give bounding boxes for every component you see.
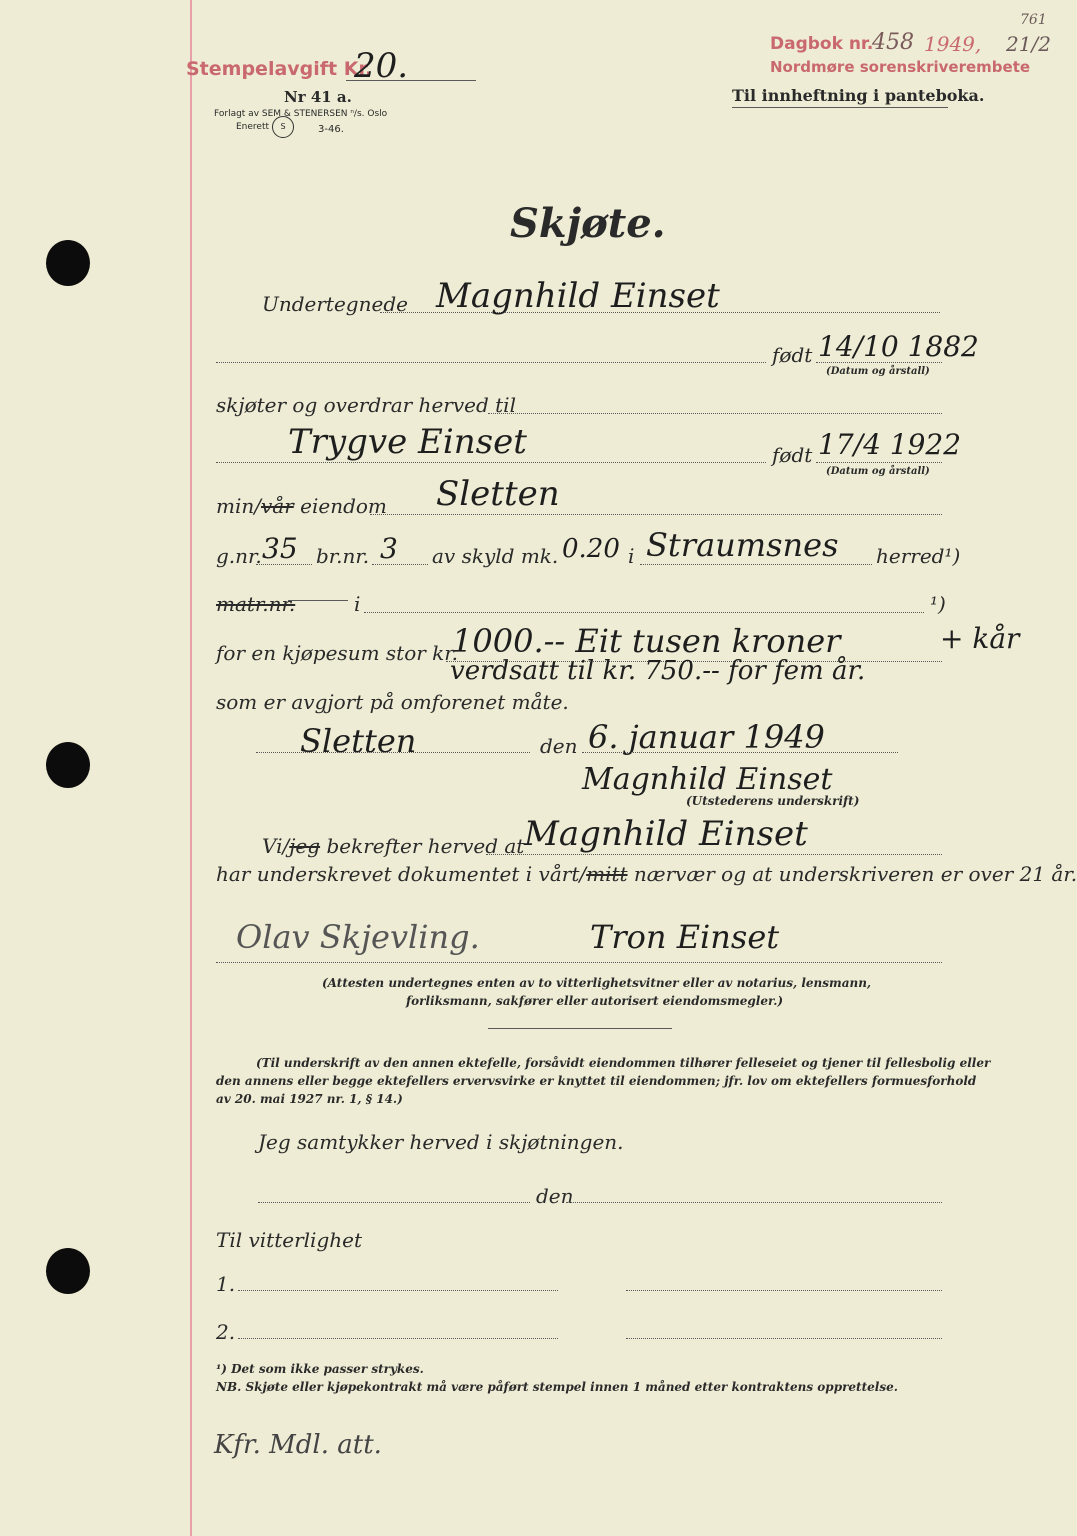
grantee-fodt-label: født: [772, 443, 813, 467]
witness-2-line-b: [626, 1338, 942, 1339]
publisher-enerett: Enerett: [236, 122, 270, 132]
samtykke-label: Jeg samtykker herved i skjøtningen.: [258, 1130, 624, 1154]
attest-note-1: (Attesten undertegnes enten av to vitterlighetsvitner eller av notarius, lensmann,: [322, 976, 872, 990]
punch-hole-bottom: [46, 1248, 90, 1294]
form-number: Nr 41 a.: [284, 88, 352, 106]
skyld-label: av skyld mk.: [432, 544, 559, 568]
samtykke-den-label: den: [536, 1184, 574, 1208]
brnr-value: 3: [380, 532, 398, 565]
place-line: [256, 752, 530, 753]
signing-place: Sletten: [300, 722, 417, 760]
witness-line: [216, 962, 942, 963]
brnr-label: br.nr.: [316, 544, 370, 568]
witness-2-line-a: [238, 1338, 558, 1339]
dagbok-year: 1949,: [924, 32, 982, 56]
spouse-note-2: den annens eller begge ektefellers ervervsvirke er knyttet til eiendommen; jfr. lov om ektefellers formuesforhold: [216, 1074, 977, 1088]
spouse-note-3: av 20. mai 1927 nr. 1, § 14.): [216, 1092, 403, 1106]
samtykke-date-line: [566, 1202, 942, 1203]
signing-date: 6. januar 1949: [588, 718, 825, 756]
witness-number-1: 1.: [216, 1272, 236, 1296]
stamp-duty-amount: 20.: [354, 46, 409, 86]
property-name: Sletten: [436, 474, 560, 514]
witness-1-line-b: [626, 1290, 942, 1291]
kjopesum-addition: + kår: [940, 622, 1020, 655]
grantee-birthdate-line: [816, 462, 942, 463]
footnote-1: ¹) Det som ikke passer strykes.: [216, 1362, 424, 1376]
publisher-line: Forlagt av SEM & STENERSEN ⁿ/s. Oslo: [214, 109, 388, 119]
witness-number-2: 2.: [216, 1320, 236, 1344]
grantor-name: Magnhild Einset: [436, 276, 720, 316]
gnr-line: [256, 564, 312, 565]
property-owner-label: min/vår eiendom: [216, 494, 387, 518]
samtykke-place-line: [258, 1202, 530, 1203]
gnr-value: 35: [262, 532, 298, 565]
grantor-signature: Magnhild Einset: [582, 762, 833, 797]
grantee-birthdate: 17/4 1922: [818, 428, 962, 461]
filing-note-underline: [732, 107, 948, 108]
i-label: i: [628, 544, 635, 568]
bottom-handwritten-note: Kfr. Mdl. att.: [214, 1430, 382, 1460]
dagbok-label: Dagbok nr.: [770, 34, 874, 54]
matrnr-i-label: i: [354, 592, 361, 616]
datum-note-2: (Datum og årstall): [826, 466, 930, 477]
underskrevet-text: har underskrevet dokumentet i vårt/mitt nærvær og at underskriveren er over 21 år.: [216, 862, 1077, 886]
stamp-amount-line: [346, 80, 476, 81]
herred-value: Straumsnes: [646, 526, 839, 564]
kjopesum-detail: verdsatt til kr. 750.-- for fem år.: [450, 656, 866, 686]
publisher-logo-icon: S: [272, 116, 294, 138]
witness-one-signature: Olav Skjevling.: [236, 918, 480, 956]
punch-hole-top: [46, 240, 90, 286]
herred-label: herred¹): [876, 544, 961, 568]
grantor-extra-line: [216, 362, 766, 363]
kjopesum-value: 1000.-- Eit tusen kroner: [452, 622, 841, 660]
undertegnede-label: Undertegnede: [262, 292, 408, 316]
transfer-label: skjøter og overdrar herved til: [216, 393, 516, 417]
grantee-name: Trygve Einset: [288, 422, 527, 462]
vitterlighet-label: Til vitterlighet: [216, 1228, 363, 1252]
attest-note-2: forliksmann, sakfører eller autorisert eiendomsmegler.): [406, 994, 784, 1008]
stamp-duty-label: Stempelavgift Kr.: [186, 58, 373, 80]
herred-line: [640, 564, 872, 565]
confirmed-name-line: [486, 854, 942, 855]
datum-note-1: (Datum og årstall): [826, 366, 930, 377]
section-divider: [488, 1028, 672, 1029]
grantee-line: [216, 462, 766, 463]
matrnr-line: [364, 612, 924, 613]
dagbok-date: 21/2: [1006, 32, 1051, 56]
gnr-label: g.nr.: [216, 544, 262, 568]
transfer-line: [488, 413, 942, 414]
matrnr-label: matr.nr.: [216, 592, 296, 616]
signature-note: (Utstederens underskrift): [686, 794, 860, 808]
filing-note: Til innheftning i panteboka.: [732, 86, 985, 105]
date-line: [582, 752, 898, 753]
footnote-2: NB. Skjøte eller kjøpekontrakt må være påført stempel innen 1 måned etter kontraktens opprettelse.: [216, 1380, 898, 1394]
bekrefter-label: Vi/jeg bekrefter herved at: [262, 834, 525, 858]
witness-two-signature: Tron Einset: [590, 918, 780, 956]
publisher-date: 3-46.: [318, 124, 344, 135]
den-label: den: [540, 734, 578, 758]
grantor-birthdate: 14/10 1882: [818, 330, 979, 363]
spouse-note-1: (Til underskrift av den annen ektefelle, forsåvidt eiendommen tilhører felleseiet og tjener til fellesbolig eller: [256, 1056, 991, 1070]
margin-line: [190, 0, 192, 1536]
matrnr-footnote-mark: ¹): [930, 592, 946, 616]
document-title: Skjøte.: [510, 200, 666, 247]
confirmed-name: Magnhild Einset: [524, 814, 808, 854]
brnr-line: [372, 564, 428, 565]
skyld-value: 0.20: [562, 534, 620, 564]
dagbok-ref: 761: [1020, 12, 1047, 28]
kjopesum-label: for en kjøpesum stor kr.: [216, 641, 459, 665]
property-line: [370, 514, 942, 515]
court-office: Nordmøre sorenskriverembete: [770, 58, 1031, 76]
grantor-fodt-label: født: [772, 343, 813, 367]
grantor-birthdate-line: [816, 362, 942, 363]
avgjort-label: som er avgjort på omforenet måte.: [216, 690, 569, 714]
matrnr-strike-line: [288, 600, 348, 601]
punch-hole-middle: [46, 742, 90, 788]
witness-1-line-a: [238, 1290, 558, 1291]
dagbok-number: 458: [872, 30, 914, 55]
